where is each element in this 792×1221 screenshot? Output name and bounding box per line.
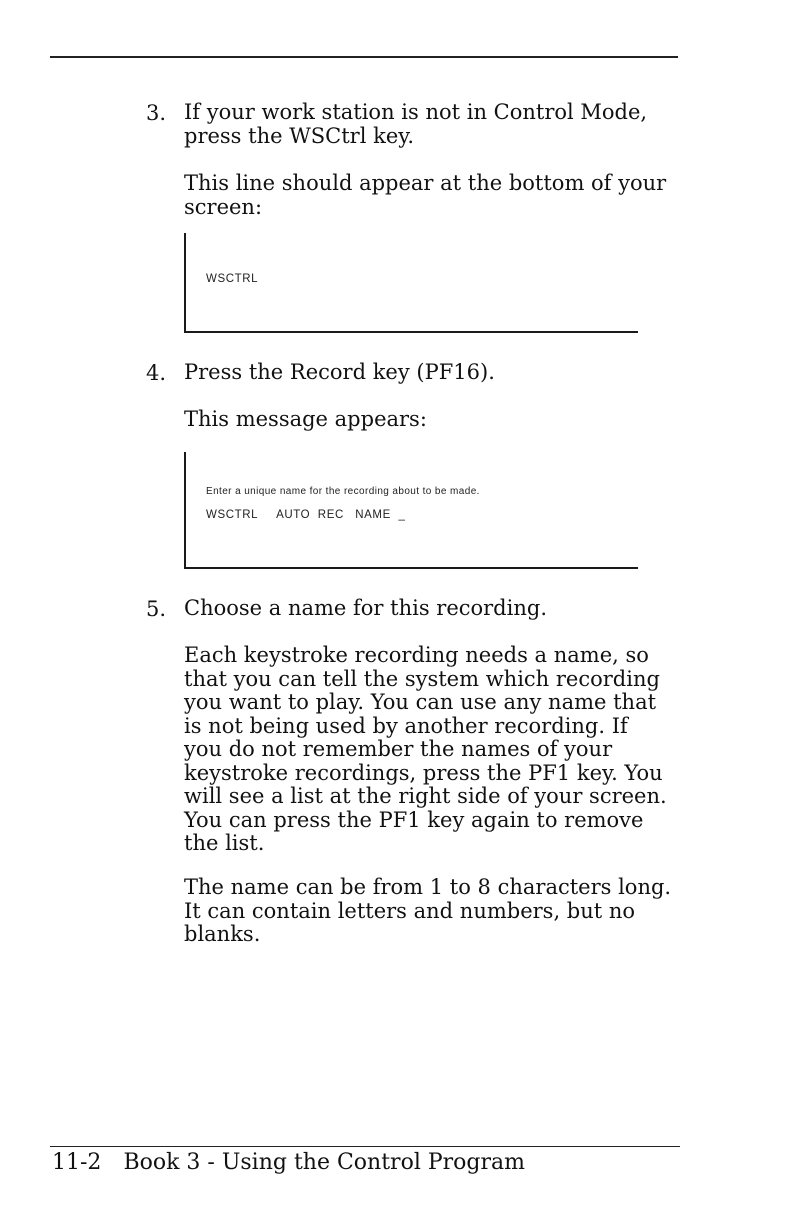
step-5-instruction: [184, 597, 684, 621]
text-line: you want to play. You can use any name that: [184, 690, 657, 714]
text-line: Each keystroke recording needs a name, so: [184, 643, 649, 667]
step-4-note: [184, 408, 684, 432]
step-3-note: [184, 172, 684, 219]
text-line: This line should appear at the bottom of your: [184, 171, 667, 195]
step-number: 5.: [146, 597, 167, 621]
step-5-name-rules: [184, 876, 684, 947]
text-line: will see a list at the right side of your screen.: [184, 784, 667, 808]
book-title: Book 3 - Using the Control Program: [123, 1150, 525, 1175]
bottom-rule: [50, 1146, 680, 1147]
text-line: keystroke recordings, press the PF1 key. You: [184, 760, 663, 785]
text-line: You can press the PF1 key again to remove: [184, 807, 644, 832]
step-4-instruction: [184, 361, 684, 385]
step-5-explanation: [184, 644, 684, 856]
text-line: the list.: [184, 831, 265, 855]
page-footer: [52, 1150, 525, 1176]
step-number: 4.: [146, 361, 167, 385]
text-line: blanks.: [184, 922, 261, 946]
top-rule: [50, 56, 678, 58]
text-line: is not being used by another recording. If: [184, 713, 628, 738]
text-line: Choose a name for this recording.: [184, 596, 547, 620]
screen-sample-wsctrl: [184, 233, 638, 333]
text-line: Press the Record key (PF16).: [184, 360, 495, 384]
text-line: press the WSCtrl key.: [184, 123, 415, 148]
step-3-instruction: [184, 101, 684, 148]
text-line: If your work station is not in Control Mode,: [184, 100, 648, 124]
step-number: 3.: [146, 101, 167, 125]
text-line: that you can tell the system which recording: [184, 666, 660, 691]
text-line: It can contain letters and numbers, but no: [184, 898, 636, 923]
screen-status-line: WSCTRL AUTO REC NAME _: [206, 509, 406, 521]
screen-sample-record-prompt: [184, 452, 638, 569]
text-line: The name can be from 1 to 8 characters long.: [184, 875, 672, 899]
text-line: This message appears:: [184, 407, 427, 431]
text-line: you do not remember the names of your: [184, 737, 613, 761]
screen-status-line: WSCTRL: [206, 273, 259, 285]
text-line: screen:: [184, 194, 263, 219]
page-number: 11-2: [52, 1150, 102, 1175]
screen-prompt-line: Enter a unique name for the recording about to be made.: [206, 486, 480, 497]
